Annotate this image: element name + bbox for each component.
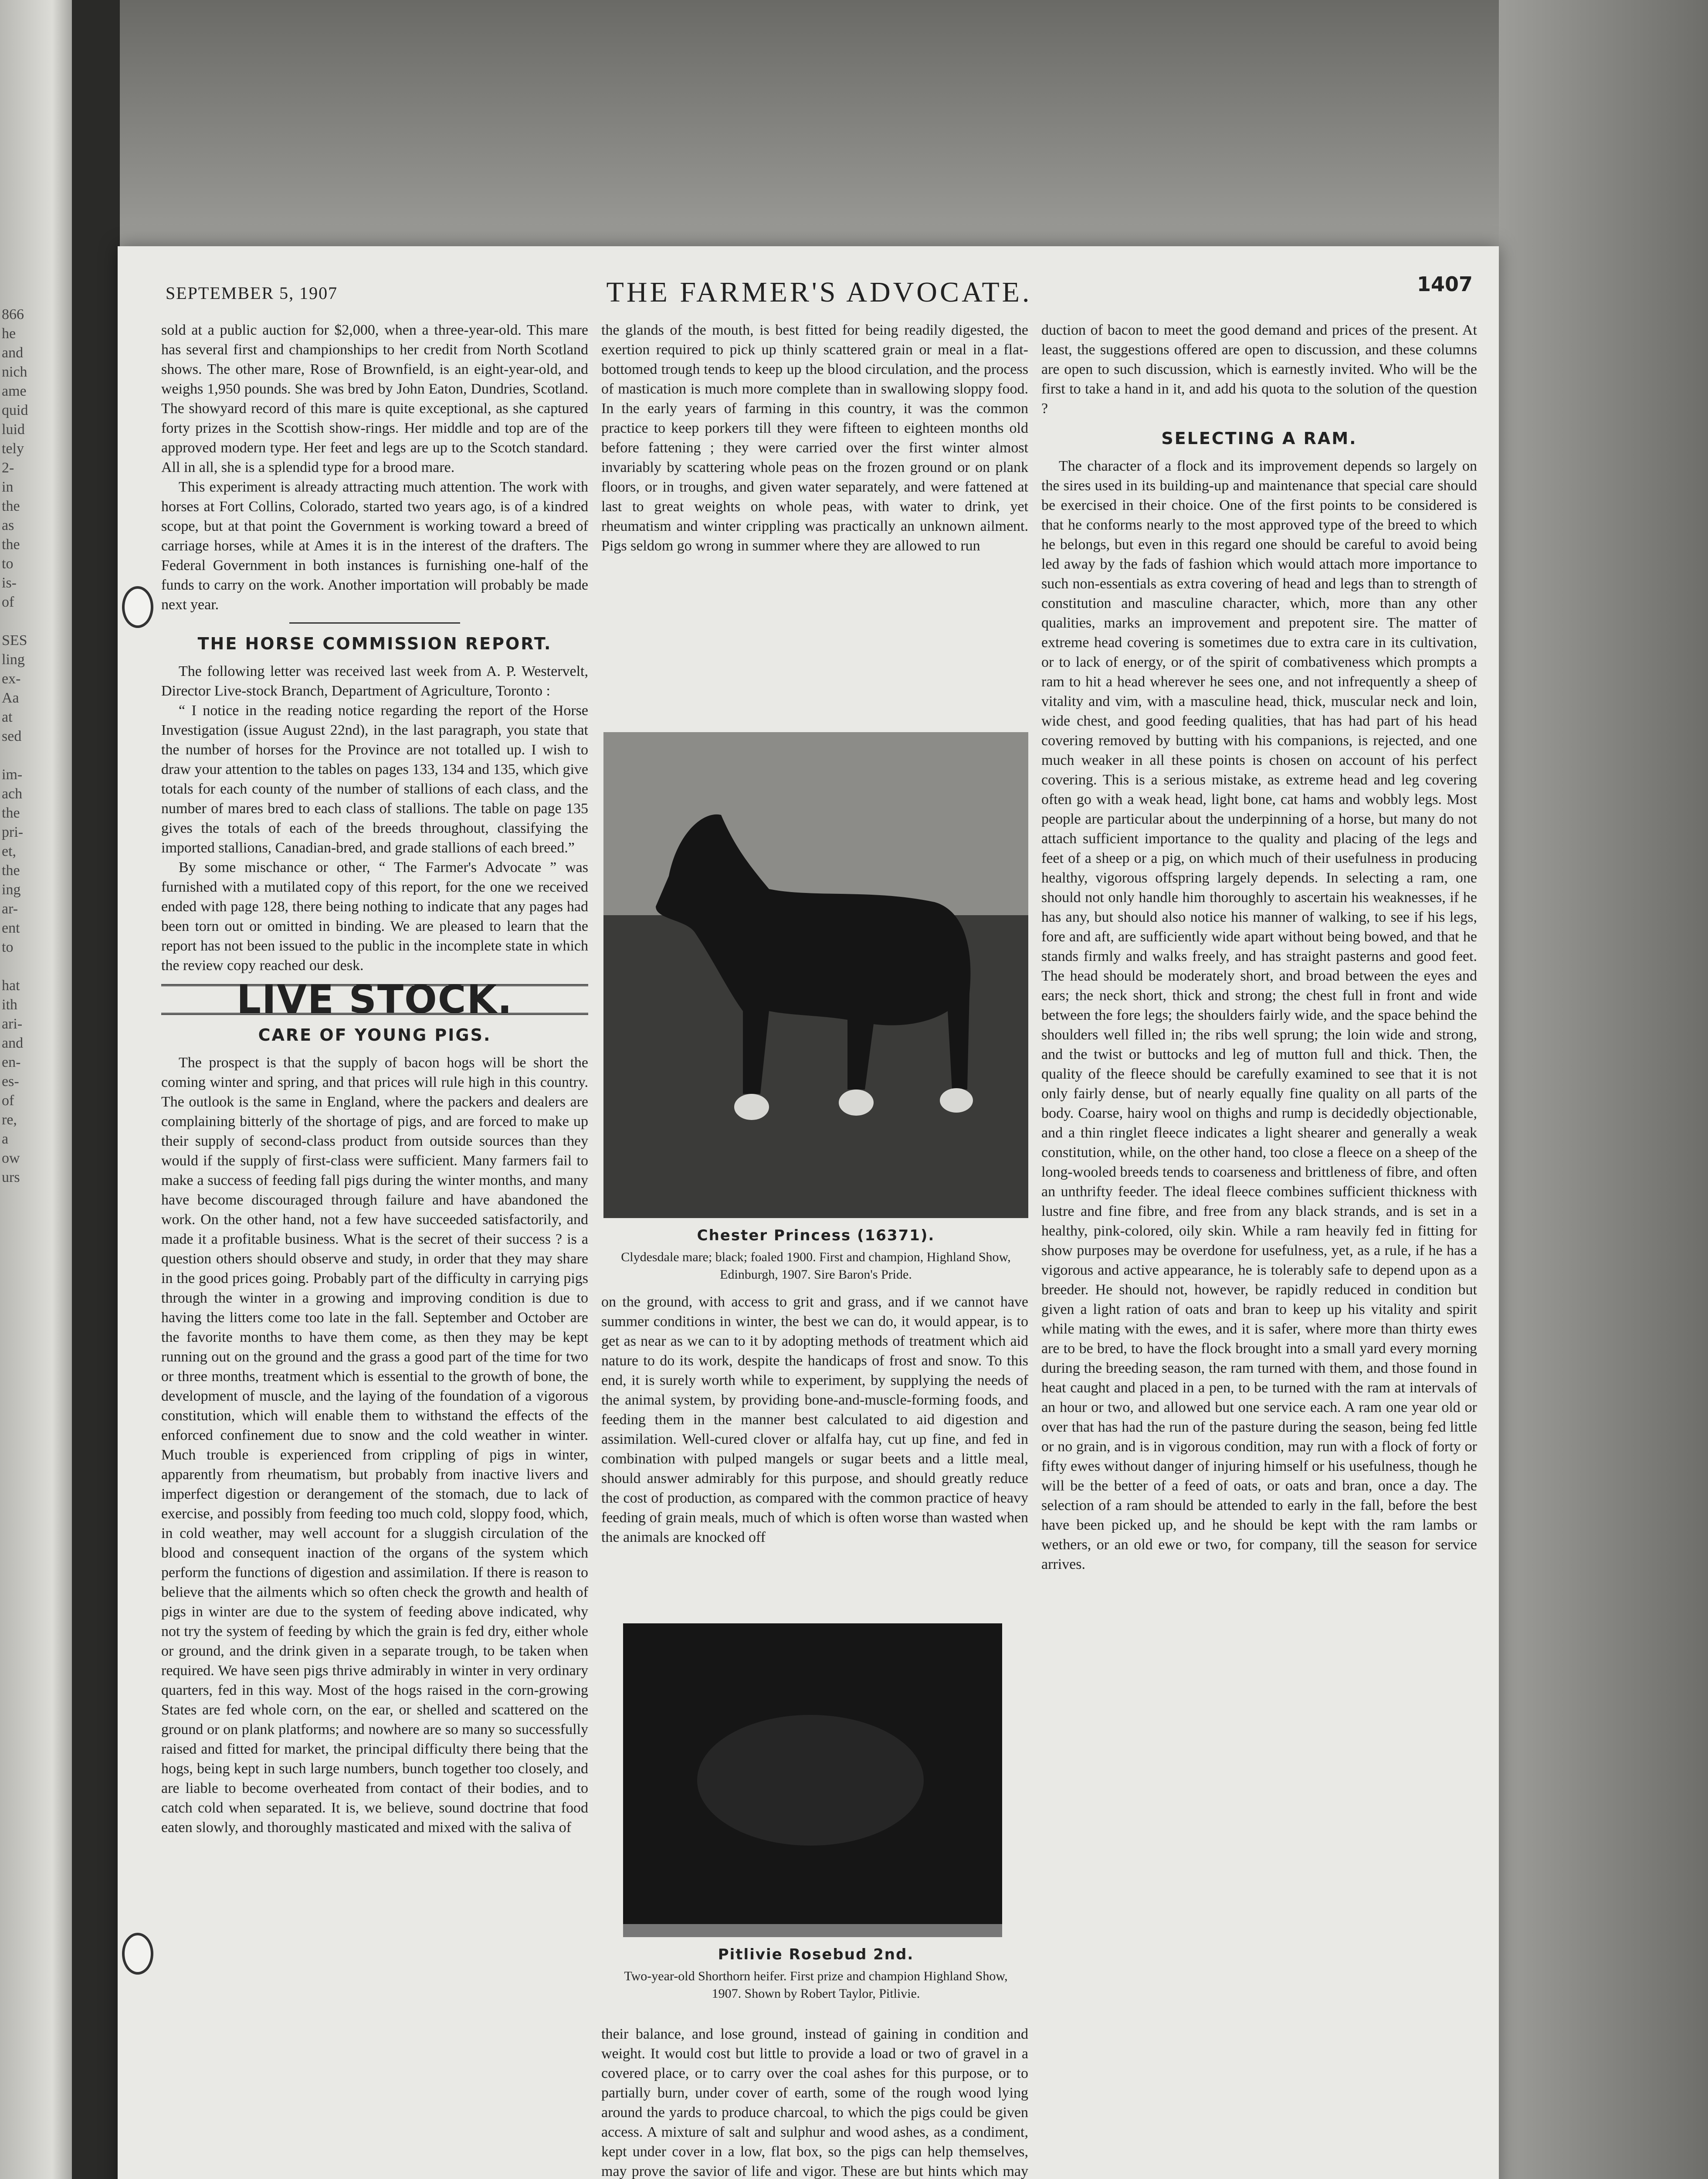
previous-page-fragment: and [2, 345, 24, 361]
previous-page-fragment: ach [2, 786, 23, 802]
punch-hole-bottom [122, 1933, 153, 1975]
newspaper-page [118, 246, 1499, 2179]
previous-page-fragment: pri- [2, 824, 24, 840]
article-paragraph: The prospect is that the supply of bacon hogs will be short the coming winter and spring, and that prices will rule high in this country. The outlook is the same in England, where the packers and dealers are complaining bitterly of the shortage of pigs, and are forced to make up their supply of second-class product from outside sources than they would if the supply of first-class were sufficient. Many farmers fail to make a success of feeding fall pigs during the winter months, and many have become discouraged through failure and have abandoned the work. On the other hand, not a few have succeeded satisfactorily, and made it a profitable business. What is the secret of their success ? is a question others should observe and study, in order that they may share in the good prices going. Probably part of the difficulty in carrying pigs through the winter in a growing and improving condition is due to having the litters come too late in the fall. September and October are the favorite months to have them come, as then they may be kept running out on the ground and the grass a good part of the time for two or three months, treatment which is essential to the growth of bone, the development of muscle, and the laying of the foundation of a vigorous constitution, which will enable them to withstand the effects of the enforced confinement due to snow and the cold weather in winter. Much trouble is experienced from crippling of pigs in winter, apparently from rheumatism, but probably from inactive livers and imperfect digestion or derangement of the stomach, due to lack of exercise, and possibly from feeding too much cold, sloppy food, which, in cold weather, may well account for a sluggish circulation of the blood and consequent inaction of the organs of the system which perform the functions of digestion and assimilation. If there is reason to believe that the ailments which so often check the growth and health of pigs in winter are due to the system of feeding above indicated, why not try the system of feeding by which the grain is fed dry, either whole or ground, and the drink given in a separate trough, to be taken when required. We have seen pigs thrive admirably in winter in very ordinary quarters, fed in this way. Most of the hogs raised in the corn-growing States are fed whole corn, on the ear, or shelled and scattered on the ground or on plank platforms; and nowhere are so many so successfully raised and fitted for market, the principal difficulty there being that the hogs, being kept in such large numbers, bunch together too closely, and are liable to become overheated from contact of their bodies, and to catch cold when separated. It is, we believe, sound doctrine that food eaten slowly, and thoroughly masticated and mixed with the saliva of [161, 1055, 588, 1836]
previous-page-fragment: of [2, 594, 14, 610]
article-paragraph: The character of a flock and its improvement depends so largely on the sires used in its building-up and maintenance that special care should be exercised in their choice. One of the first points to be considered is that he conforms nearly to the most approved type of the breed to which he belongs, but even in this regard one should be careful to avoid being led away by the fads of fashion which would attach more importance to such non-essentials as extra covering of head and legs than to strength of constitution and masculine character, which, more than any other qualities, marks an improvement and prepotent sire. The matter of extreme head covering is sometimes due to extra care in its cultivation, or to lack of energy, or of the spirit of combativeness which prompts a ram to hit a head wherever he sees one, and not infrequently a sheep of vitality and vim, with a masculine head, thick, muscular neck and loin, wide chest, and good feeding qualities, that has had part of his head covering removed by butting with his companions, is rejected, and one much weaker in all these points is chosen on account of his perfect covering. This is a serious mistake, as extreme head and leg covering often go with a weak head, light bone, cat hams and wobbly legs. Most people are particular about the underpinning of a horse, but many do not attach sufficient importance to the quality and placing of the legs and feet of a sheep or a pig, on which much of their usefulness in producing healthy, vigorous offspring largely depends. In selecting a ram, one should not only handle him thoroughly to ascertain his weaknesses, if he has any, but should also notice his manner of walking, to see if his legs, fore and aft, are sufficiently wide apart without being bowed, and that he stands firmly and walks freely, and has straight pasterns and good feet. The head should be moderately short, and broad between the eyes and ears; the neck short, thick and strong; the chest full in front and wide between the fore legs; the shoulders fairly wide, and the space behind the shoulders well filled in; the ribs well sprung; the loin wide and strong, and the twist or buttocks and leg of mutton full and thick. Then, the quality of the fleece should be carefully examined to see that it is not only fairly dense, but of nearly equally fine quality on all parts of the body. Coarse, hairy wool on thighs and rump is decidedly objectionable, and a thin ringlet fleece indicates a light shearer and generally a weak constitution, while, on the other hand, too close a fleece on a sheep of the long-wooled breeds tends to coarseness and brittleness of fibre, and often an unthrifty feeder. The ideal fleece combines sufficient thickness with lustre and fine fibre, and free from any black strands, and is set in a healthy, pink-colored, oily skin. While a ram heavily fed in fitting for show purposes may be overdone for usefulness, yet, as a rule, if he has a vigorous and active appearance, he is tolerably safe to depend upon as a breeder. He should not, however, be rapidly reduced in condition but given a light ration of oats and bran to keep up his vitality and spirit while mating with the ewes, and it is safer, where more than thirty ewes are to be bred, to have the flock brought into a small yard every morning during the breeding season, the ram turned with them, and those found in heat caught and placed in a pen, to be turned with the ram at intervals of an hour or two, and allowed but one service each. A ram one year old or over that has had the run of the pasture during the season, being fed little or no grain, and is in vigorous condition, may run with a flock of forty or fifty ewes without danger of injuring himself or his usefulness, though he will be the better of a feed of oats, or oats and bran, once a day. The selection of a ram should be attended to early in the fall, before the best have been picked up, and he should be kept with the ram lambs or wethers, or an old ewe or two, for company, till the season for service arrives. [1041, 458, 1477, 1572]
section-heading-live-stock: LIVE STOCK. [161, 984, 588, 1015]
previous-page-fragment: the [2, 536, 20, 553]
previous-page-fragment: 2- [2, 460, 14, 476]
previous-page-fragment: tely [2, 441, 24, 457]
photo-title-pitlivie-rosebud: Pitlivie Rosebud 2nd. [718, 1946, 914, 1963]
previous-page-fragment: quid [2, 402, 28, 418]
page-number: 1407 [1417, 272, 1473, 296]
previous-page-fragment: is- [2, 575, 17, 591]
previous-page-fragment: sed [2, 728, 22, 744]
article-paragraph: sold at a public auction for $2,000, when a three-year-old. This mare has several first and championships to her credit from North Scotland shows. The other mare, Rose of Brownfield, is an eight-year-old, and weighs 1,950 pounds. She was bred by John Eaton, Dundries, Scotland. The showyard record of this mare is quite exceptional, as she captured forty prizes in the Scottish show-rings. Her middle and top are of the approved modern type. Her feet and legs are up to the Scotch standard. All in all, she is a splendid type for a brood mare. [161, 322, 588, 475]
previous-page-fragment: nich [2, 364, 27, 380]
column-2-top [601, 320, 1028, 734]
previous-page-fragment: ling [2, 652, 25, 668]
shorthorn-heifer-image [623, 1623, 1002, 1937]
previous-page-fragment: as [2, 517, 14, 533]
previous-page-fragment: of [2, 1093, 14, 1109]
column-2-middle [601, 1292, 1028, 1615]
previous-page-fragment: ex- [2, 671, 21, 687]
horse-photograph [603, 732, 1028, 1218]
previous-page-fragment: 866 [2, 306, 24, 322]
previous-page-fragment: the [2, 498, 20, 514]
article-paragraph: This experiment is already attracting much attention. The work with horses at Fort Collins, Colorado, started two years ago, is of a kindred scope, but at that point the Government is working toward a breed of carriage horses, while at Ames it is in the interest of the drafters. The Federal Government in both instances is furnishing one-half of the funds to carry on the work. Another importation will probably be made next year. [161, 479, 588, 613]
previous-page-fragment: hat [2, 977, 20, 994]
punch-hole-top [122, 586, 153, 628]
previous-page-fragment: re, [2, 1112, 17, 1128]
previous-page-fragment: urs [2, 1169, 20, 1185]
previous-page-fragment: im- [2, 767, 23, 783]
article-paragraph: the glands of the mouth, is best fitted for being readily digested, the exertion required to pick up thinly scattered grain or meal in a flat-bottomed trough tends to keep up the blood circulation, and the process of mastication is much more complete than in swallowing sloppy food. In the early years of farming in this country, it was the common practice to keep porkers till they were fifteen to eighteen months old before fattening ; they were carried over the first winter almost invariably by scattering whole peas on the frozen ground or on plank floors, or in troughs, and given water separately, and were fattened at last to great weights on whole peas, with water to drink, yet rheumatism and winter crippling was practically an unknown ailment. Pigs seldom go wrong in summer where they are allowed to run [601, 322, 1028, 554]
quoted-letter: “ I notice in the reading notice regarding the report of the Horse Investigation (issue August 22nd), in the last paragraph, you state that the number of horses for the Province are not totalled up. I wish to draw your attention to the tables on pages 133, 134 and 135, which give totals for each county of the number of stallions of each class, and the number of mares bred to each class of stallions. The table on page 135 gives the totals of each of the breeds throughout, classifying the imported stallions, Canadian-bred, and grade stallions of each breed.” [161, 703, 588, 856]
book-binding [72, 0, 120, 2179]
previous-page-fragment: the [2, 862, 20, 879]
clydesdale-mare-image [603, 732, 1028, 1218]
previous-page-fragment: and [2, 1035, 24, 1051]
previous-page-fragment: to [2, 556, 14, 572]
previous-page-fragment: ow [2, 1150, 20, 1166]
previous-page-fragment: SES [2, 632, 27, 648]
previous-page-fragment: in [2, 479, 14, 495]
heading-care-of-young-pigs: CARE OF YOUNG PIGS. [258, 1025, 491, 1045]
previous-page-fragment: ing [2, 882, 21, 898]
previous-page-fragment: a [2, 1131, 9, 1147]
article-paragraph: The following letter was received last week from A. P. Westervelt, Director Live-stock Branch, Department of Agriculture, Toronto : [161, 663, 588, 699]
column-2-bottom [601, 2024, 1028, 2179]
masthead-title: THE FARMER'S ADVOCATE. [606, 276, 1032, 308]
divider [289, 622, 460, 624]
previous-page-fragment: et, [2, 843, 17, 859]
photo-caption-chester-princess: Clydesdale mare; black; foaled 1900. First and champion, Highland Show, Edinburgh, 1907. Sire Baron's Pride. [621, 1250, 1011, 1282]
article-paragraph: By some mischance or other, “ The Farmer's Advocate ” was furnished with a mutilated copy of this report, for the one we received ended with page 128, there being nothing to indicate that any pages had been torn out or omitted in binding. We are pleased to learn that the report has not been issued to the public in the incomplete state in which the review copy reached our desk. [161, 859, 588, 974]
scan-right-margin [1499, 0, 1708, 2179]
article-paragraph: duction of bacon to meet the good demand and prices of the present. At least, the suggestions offered are open to discussion, and these columns are open to such discussion, which is earnestly invited. Who will be the first to take a hand in it, and add his quota to the solution of the question ? [1041, 322, 1477, 417]
photo-title-chester-princess: Chester Princess (16371). [697, 1227, 935, 1244]
previous-page-fragment: ith [2, 997, 17, 1013]
photo-caption-pitlivie-rosebud: Two-year-old Shorthorn heifer. First prize and champion Highland Show, 1907. Shown by Robert Taylor, Pitlivie. [624, 1969, 1008, 2001]
previous-page-fragment: luid [2, 421, 25, 438]
scan-top-margin [118, 0, 1499, 246]
previous-page-fragment: ari- [2, 1016, 23, 1032]
previous-page-fragment: ame [2, 383, 27, 399]
heifer-photograph [623, 1623, 1002, 1937]
previous-page-fragment: ent [2, 920, 20, 936]
previous-page-fragment: en- [2, 1054, 21, 1070]
article-paragraph: on the ground, with access to grit and grass, and if we cannot have summer conditions in winter, the best we can do, it would appear, is to get as near as we can to it by adopting methods of treatment which aid nature to do its work, despite the handicaps of frost and snow. To this end, it is surely worth while to experiment, by supplying the needs of the animal system, by providing bone-and-muscle-forming foods, and feeding them in the manner best calculated to aid digestion and assimilation. Well-cured clover or alfalfa hay, cut up fine, and fed in combination with pulped mangels or sugar beets and a little meal, should answer admirably for this purpose, and should greatly reduce the cost of production, as compared with the common practice of heavy feeding of grain meals, much of which is often worse than wasted when the animals are knocked off [601, 1294, 1028, 1545]
previous-page-fragment: the [2, 805, 20, 821]
page-header [166, 272, 1473, 312]
previous-page-fragment: at [2, 709, 13, 725]
column-3 [1041, 320, 1477, 2179]
previous-page-fragment: he [2, 326, 16, 342]
column-1 [161, 320, 588, 2179]
heading-horse-commission: THE HORSE COMMISSION REPORT. [197, 634, 552, 653]
heading-selecting-a-ram: SELECTING A RAM. [1161, 429, 1357, 448]
previous-page-fragment: Aa [2, 690, 19, 706]
article-paragraph: their balance, and lose ground, instead of gaining in condition and weight. It would cost but little to provide a load or two of gravel in a covered place, or to carry over the coal ashes for this purpose, or to partially burn, under cover of earth, some of the rough wood lying around the yards to produce charcoal, to which the pigs could be given access. A mixture of salt and sulphur and wood ashes, as a condiment, kept under cover in a low, flat box, so the pigs can help themselves, may prove the savior of life and vigor. These are but hints which may [601, 2026, 1028, 2179]
previous-page-fragment: to [2, 939, 14, 955]
issue-date: SEPTEMBER 5, 1907 [166, 283, 338, 303]
previous-page-fragment: ar- [2, 901, 18, 917]
previous-page-fragment: es- [2, 1073, 19, 1090]
